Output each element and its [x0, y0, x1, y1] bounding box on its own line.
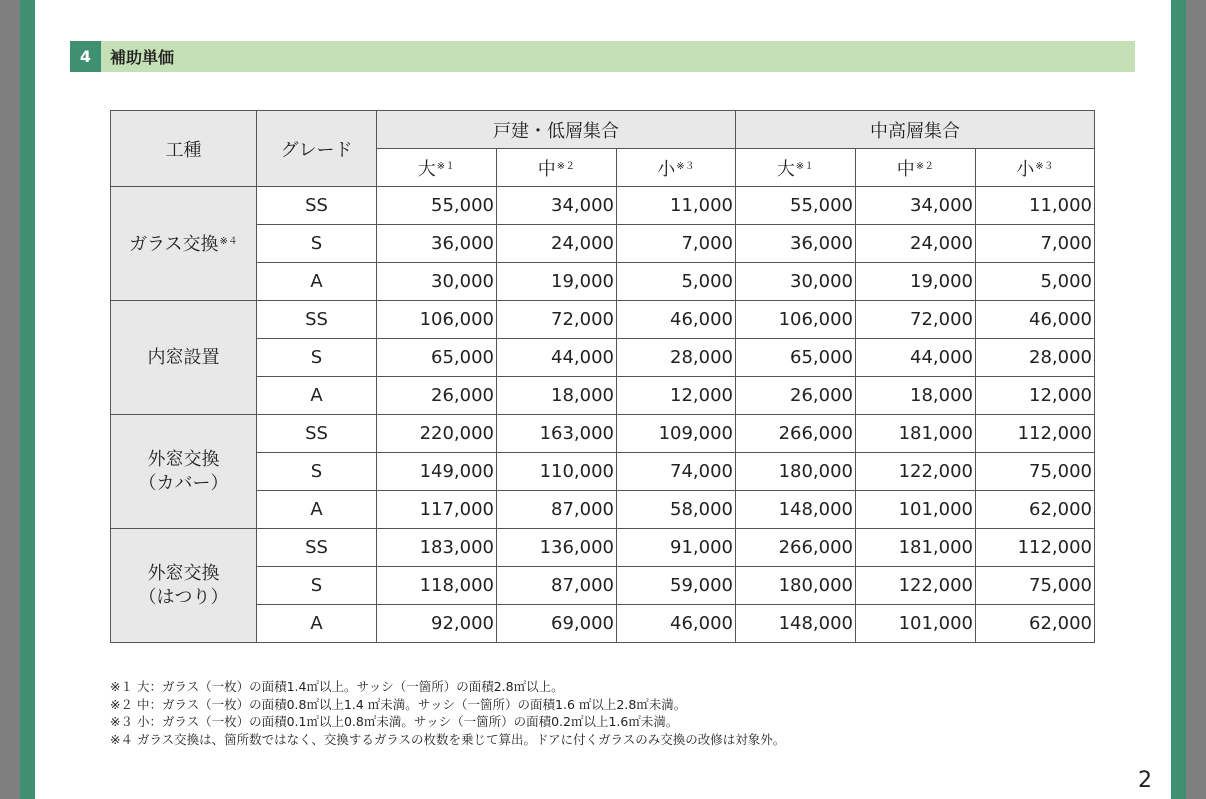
grade-cell: SS: [257, 415, 377, 453]
price-cell: 46,000: [976, 301, 1095, 339]
price-cell: 69,000: [497, 605, 617, 643]
work-type-label: 外窓交換: [147, 562, 220, 584]
price-cell: 62,000: [976, 491, 1095, 529]
price-cell: 36,000: [736, 225, 856, 263]
price-cell: 72,000: [497, 301, 617, 339]
price-cell: 112,000: [976, 415, 1095, 453]
table-row: [111, 529, 1095, 567]
size-label: 中: [896, 158, 915, 180]
price-cell: 181,000: [856, 529, 976, 567]
size-footnote-mark: ※３: [1035, 160, 1054, 172]
grade-cell: S: [257, 225, 377, 263]
price-cell: 18,000: [497, 377, 617, 415]
size-header: [617, 149, 736, 187]
price-cell: 148,000: [736, 491, 856, 529]
price-cell: 72,000: [856, 301, 976, 339]
grade-header: グレード: [257, 111, 377, 187]
grade-cell: A: [257, 491, 377, 529]
price-cell: 24,000: [856, 225, 976, 263]
table-row: [111, 339, 1095, 377]
price-cell: 34,000: [856, 187, 976, 225]
price-cell: 18,000: [856, 377, 976, 415]
price-cell: 118,000: [377, 567, 497, 605]
grade-cell: A: [257, 263, 377, 301]
footnote: ※２ 中：ガラス（一枚）の面積0.8㎡以上1.4 ㎡未満。サッシ（一箇所）の面積1.6 ㎡以上2.8㎡未満。: [110, 696, 687, 712]
price-cell: 19,000: [856, 263, 976, 301]
size-footnote-mark: ※３: [676, 160, 695, 172]
price-cell: 5,000: [617, 263, 736, 301]
price-cell: 55,000: [736, 187, 856, 225]
price-cell: 65,000: [736, 339, 856, 377]
section-header-bar: [70, 41, 1135, 72]
price-cell: 91,000: [617, 529, 736, 567]
price-cell: 181,000: [856, 415, 976, 453]
size-header: [736, 149, 856, 187]
price-cell: 74,000: [617, 453, 736, 491]
price-cell: 101,000: [856, 491, 976, 529]
price-cell: 122,000: [856, 453, 976, 491]
size-label: 中: [537, 158, 556, 180]
price-cell: 106,000: [377, 301, 497, 339]
work-type-label: 外窓交換: [147, 448, 220, 470]
size-footnote-mark: ※２: [915, 160, 935, 172]
price-cell: 75,000: [976, 453, 1095, 491]
table-row: [111, 301, 1095, 339]
price-cell: 12,000: [976, 377, 1095, 415]
section-title: 補助単価: [110, 48, 175, 67]
work-type-cell: [111, 187, 257, 301]
footnote: ※１ 大：ガラス（一枚）の面積1.4㎡以上。サッシ（一箇所）の面積2.8㎡以上。: [110, 679, 564, 694]
table-row: [111, 567, 1095, 605]
price-cell: 266,000: [736, 415, 856, 453]
price-cell: 7,000: [617, 225, 736, 263]
price-cell: 62,000: [976, 605, 1095, 643]
price-cell: 7,000: [976, 225, 1095, 263]
size-footnote-mark: ※２: [556, 160, 576, 172]
price-cell: 59,000: [617, 567, 736, 605]
price-cell: 148,000: [736, 605, 856, 643]
price-cell: 28,000: [976, 339, 1095, 377]
price-cell: 34,000: [497, 187, 617, 225]
grade-cell: S: [257, 567, 377, 605]
work-type-label: 内窓設置: [147, 346, 220, 368]
table-row: [111, 263, 1095, 301]
size-header: [856, 149, 976, 187]
group-header-midhigh: 中高層集合: [736, 111, 1095, 149]
work-type-label: （カバー）: [138, 472, 229, 494]
price-cell: 87,000: [497, 567, 617, 605]
grade-cell: S: [257, 339, 377, 377]
price-cell: 109,000: [617, 415, 736, 453]
grade-cell: SS: [257, 529, 377, 567]
price-cell: 183,000: [377, 529, 497, 567]
size-header: [497, 149, 617, 187]
price-cell: 26,000: [377, 377, 497, 415]
work-type-cell: [111, 415, 257, 529]
section-number: 4: [70, 41, 101, 72]
price-cell: 266,000: [736, 529, 856, 567]
table-row: [111, 187, 1095, 225]
price-cell: 26,000: [736, 377, 856, 415]
table-row: [111, 453, 1095, 491]
price-cell: 36,000: [377, 225, 497, 263]
work-type-label: （はつり）: [138, 586, 229, 608]
footnote: ※４ ガラス交換は、箇所数ではなく、交換するガラスの枚数を乗じて算出。ドアに付くガラスのみ交換の改修は対象外。: [110, 731, 786, 747]
price-cell: 46,000: [617, 301, 736, 339]
price-cell: 87,000: [497, 491, 617, 529]
work-type-cell: [111, 301, 257, 415]
price-cell: 58,000: [617, 491, 736, 529]
price-cell: 163,000: [497, 415, 617, 453]
price-cell: 180,000: [736, 567, 856, 605]
footnotes: [110, 678, 785, 748]
page-number: 2: [1138, 768, 1152, 793]
price-cell: 44,000: [856, 339, 976, 377]
price-cell: 117,000: [377, 491, 497, 529]
price-cell: 112,000: [976, 529, 1095, 567]
price-cell: 149,000: [377, 453, 497, 491]
price-cell: 106,000: [736, 301, 856, 339]
price-cell: 28,000: [617, 339, 736, 377]
price-cell: 180,000: [736, 453, 856, 491]
group-header-lowrise: 戸建・低層集合: [377, 111, 736, 149]
grade-cell: SS: [257, 187, 377, 225]
table-row: [111, 491, 1095, 529]
work-type-footnote-mark: ※４: [219, 236, 238, 247]
grade-cell: A: [257, 605, 377, 643]
price-cell: 5,000: [976, 263, 1095, 301]
table-row: [111, 415, 1095, 453]
price-cell: 101,000: [856, 605, 976, 643]
work-type-label: ガラス交換: [129, 234, 219, 255]
grade-cell: SS: [257, 301, 377, 339]
price-cell: 75,000: [976, 567, 1095, 605]
price-cell: 110,000: [497, 453, 617, 491]
size-footnote-mark: ※１: [436, 160, 456, 172]
price-cell: 65,000: [377, 339, 497, 377]
price-cell: 11,000: [976, 187, 1095, 225]
footnote: ※３ 小：ガラス（一枚）の面積0.1㎡以上0.8㎡未満。サッシ（一箇所）の面積0.2㎡以上1.6㎡未満。: [110, 714, 679, 729]
price-cell: 55,000: [377, 187, 497, 225]
price-cell: 30,000: [736, 263, 856, 301]
price-cell: 44,000: [497, 339, 617, 377]
size-header: [377, 149, 497, 187]
size-label: 小: [657, 158, 676, 180]
size-label: 小: [1016, 158, 1035, 180]
price-cell: 11,000: [617, 187, 736, 225]
price-cell: 30,000: [377, 263, 497, 301]
size-header: [976, 149, 1095, 187]
size-footnote-mark: ※１: [795, 160, 815, 172]
grade-cell: S: [257, 453, 377, 491]
price-cell: 19,000: [497, 263, 617, 301]
table-row: [111, 605, 1095, 643]
price-cell: 24,000: [497, 225, 617, 263]
price-cell: 136,000: [497, 529, 617, 567]
work-type-cell: [111, 529, 257, 643]
table-row: [111, 377, 1095, 415]
price-cell: 220,000: [377, 415, 497, 453]
table-row: [111, 225, 1095, 263]
work-type-header: 工種: [111, 111, 257, 187]
price-cell: 46,000: [617, 605, 736, 643]
price-cell: 92,000: [377, 605, 497, 643]
size-label: 大: [417, 158, 436, 180]
size-label: 大: [776, 158, 795, 180]
price-cell: 12,000: [617, 377, 736, 415]
grade-cell: A: [257, 377, 377, 415]
subsidy-price-table: [110, 110, 1095, 643]
price-cell: 122,000: [856, 567, 976, 605]
